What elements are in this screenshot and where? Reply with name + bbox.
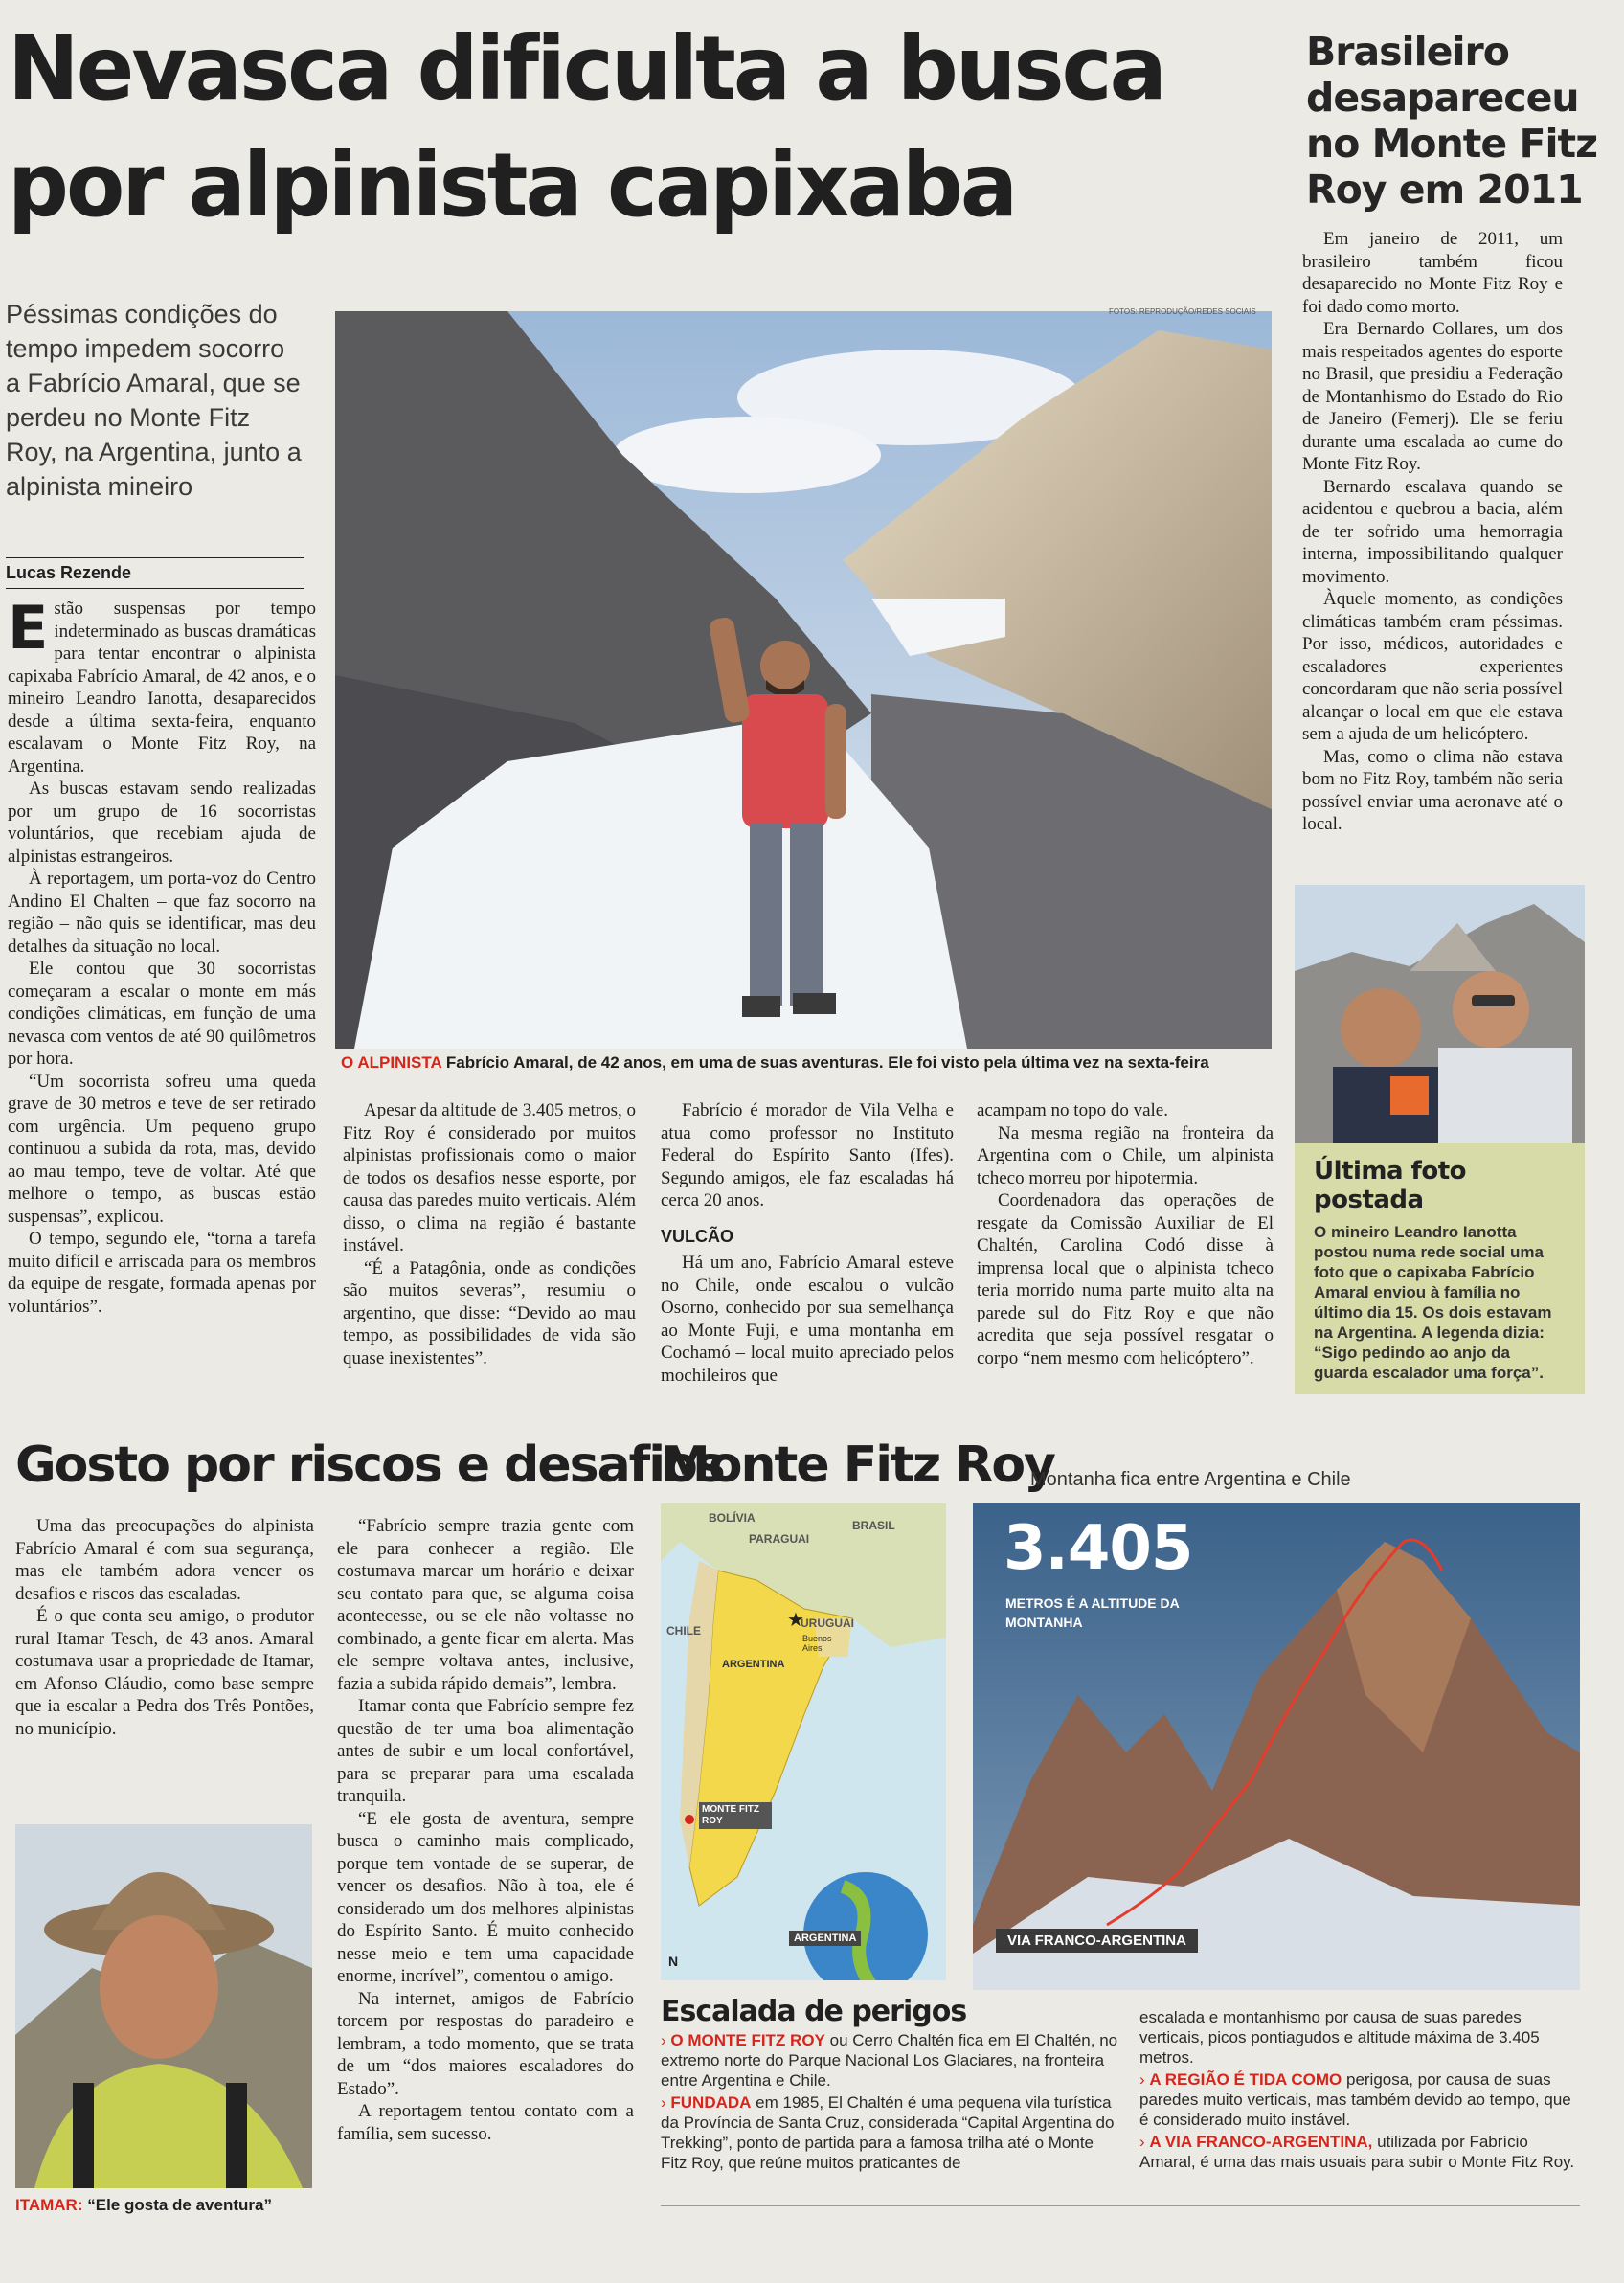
bullet-4-label: A VIA FRANCO-ARGENTINA, <box>1149 2133 1373 2151</box>
main-column-1 <box>8 593 316 1318</box>
map-label-buenos-aires: Buenos Aires <box>802 1634 832 1653</box>
map-label-brasil: BRASIL <box>852 1519 895 1532</box>
sidebar-p0: Em janeiro de 2011, um brasileiro também ficou desaparecido no Monte Fitz Roy e foi dado como morto. <box>1302 229 1563 317</box>
bullet-2-label: FUNDADA <box>670 2093 752 2112</box>
gosto-col2-p3: Na internet, amigos de Fabrício torcem por respostas do paradeiro e lembram, a todo momento, que se trata de um “dos maiores escaladores do Estado”. <box>337 1988 634 2099</box>
sidebar-p3: Àquele momento, as condições climáticas também eram péssimas. Por isso, médicos, autoridades e escaladores experientes concordaram que não seria possível alcançar o local em que ele estava sem a ajuda de um helicóptero. <box>1302 589 1563 744</box>
byline-rule-top <box>6 557 304 558</box>
sidebar-headline-line2: desapareceu <box>1306 75 1579 121</box>
main-photo-caption <box>341 1053 1289 1073</box>
climber-photo-illustration <box>335 311 1272 1049</box>
byline-rule-bottom <box>6 588 304 589</box>
fitzroy-photo <box>973 1503 1580 1990</box>
main-column-3 <box>661 1099 954 1387</box>
gosto-col2-p2: “E ele gosta de aventura, sempre busca o caminho mais complicado, porque tem vontade de se superar, de vencer os desafios. Não à toa, ele é considerado um dos melhores alpinistas do Espírito Santo. É muito conhecido nesse meio e tem uma capacidade enorme, incrível”, comentou o amigo. <box>337 1808 634 1986</box>
bullet-3: › A REGIÃO É TIDA COMO perigosa, por causa de suas paredes muito verticais, mas também devido ao tempo, que é considerado muito instável. <box>1139 2070 1571 2129</box>
altitude-caption: METROS É A ALTITUDE DA MONTANHA <box>1005 1595 1180 1630</box>
gosto-col1-p1: É o que conta seu amigo, o produtor rural Itamar Tesch, de 43 anos. Amaral costumava usar a propriedade de Itamar, em Afonso Cláudio, como base sempre que ia escalar a Pedra dos Três Pontões, no município. <box>15 1606 314 1739</box>
col4-p2: Coordenadora das operações de resgate da Comissão Auxiliar de El Chaltén, Carolina Codó disse à imprensa local que o alpinista tcheco teria morrido numa parte muito alta na parede sul do Fitz Roy e que não acredita que seja possível resgatar o corpo “nem mesmo com helicóptero”. <box>977 1190 1274 1368</box>
escalada-col-1 <box>661 2030 1118 2175</box>
col2-p0: Apesar da altitude de 3.405 metros, o Fitz Roy é considerado por muitos alpinistas profissionais como o maior de todos os desafios nesse esporte, por causa das paredes muito verticais. Além disso, o clima na região é bastante instável. <box>343 1100 636 1255</box>
bottom-rule <box>661 2205 1580 2206</box>
last-photo-title: Última foto postada <box>1314 1157 1467 1214</box>
svg-text:★: ★ <box>787 1608 804 1631</box>
selfie-illustration <box>1295 885 1585 1143</box>
sidebar-p2: Bernardo escalava quando se acidentou e quebrou a bacia, além de ter sofrido uma hemorragia interna, impossibilitando qualquer movimento. <box>1302 476 1563 587</box>
map-label-chile: CHILE <box>666 1624 701 1638</box>
main-column-4 <box>977 1099 1274 1369</box>
main-headline-line2: por alpinista capixaba <box>8 134 1016 237</box>
bullet-2: › FUNDADA em 1985, El Chaltén é uma pequena vila turística da Província de Santa Cruz, considerada “Capital Argentina do Trekking”, ponto de partida para a famosa trilha até o Monte Fitz Roy, que reúne muitos praticantes de <box>661 2093 1115 2172</box>
itamar-caption-label: ITAMAR: <box>15 2196 83 2214</box>
col4-p1: Na mesma região na fronteira da Argentina com o Chile, um alpinista tcheco morreu por hipotermia. <box>977 1122 1274 1188</box>
bullet-4: › A VIA FRANCO-ARGENTINA, utilizada por Fabrício Amaral, é uma das mais usuais para subir o Monte Fitz Roy. <box>1139 2133 1575 2171</box>
map-label-argentina: ARGENTINA <box>722 1659 785 1670</box>
sidebar-headline-line3: no Monte Fitz <box>1306 121 1597 167</box>
gosto-headline: Gosto por riscos e desafios <box>15 1436 724 1494</box>
fitzroy-map <box>661 1503 946 1980</box>
drop-cap: E <box>8 593 49 663</box>
bullet-1-label: O MONTE FITZ ROY <box>670 2031 825 2049</box>
map-north-arrow: N <box>668 1954 679 1969</box>
escalada-col-2 <box>1139 2007 1580 2174</box>
gosto-col2-p1: Itamar conta que Fabrício sempre fez questão de ter uma boa alimentação antes de subir e um local confortável, para se preparar para uma escalada tranquila. <box>337 1696 634 1806</box>
col1-p1: As buscas estavam sendo realizadas por um grupo de 16 socorristas voluntários, que recebiam ajuda de alpinistas estrangeiros. <box>8 779 316 867</box>
bullet-1: › O MONTE FITZ ROY ou Cerro Chaltén fica em El Chaltén, no extremo norte do Parque Nacional Los Glaciares, na fronteira entre Argentina e Chile. <box>661 2031 1118 2090</box>
bullet-4-text: utilizada por Fabrício Amaral, é uma das mais usuais para subir o Monte Fitz Roy. <box>1139 2133 1575 2171</box>
col2-p1: “É a Patagônia, onde as condições são muitos severas”, resumiu o argentino, que disse: “Devido ao mau tempo, as possibilidades de vida são quase inexistentes”. <box>343 1257 636 1368</box>
south-america-map <box>661 1503 946 1980</box>
col3-subhead: VULCÃO <box>661 1226 733 1246</box>
sidebar-body <box>1302 228 1563 836</box>
escalada-title: Escalada de perigos <box>661 1995 967 2028</box>
itamar-illustration <box>15 1824 312 2188</box>
col4-p0: acampam no topo do vale. <box>977 1100 1168 1120</box>
bullet-1-text: ou Cerro Chaltén fica em El Chaltén, no extremo norte do Parque Nacional Los Glaciares, na fronteira entre Argentina e Chile. <box>661 2031 1118 2090</box>
sidebar-headline-line1: Brasileiro <box>1306 29 1509 75</box>
col1-p3: Ele contou que 30 socorristas começaram a escalar o monte em más condições climáticas, em função de uma nevasca com ventos de até 90 quilômetros por hora. <box>8 959 316 1069</box>
gosto-column-2 <box>337 1515 634 2145</box>
gosto-col2-p4: A reportagem tentou contato com a família, sem sucesso. <box>337 2101 634 2144</box>
col1-p4: “Um socorrista sofreu uma queda grave de 30 metros e teve de ser retirado com urgência. Um pequeno grupo continuou a subida da rota, mas, devido ao mau tempo, teve de voltar. Até que melhore o tempo, as buscas estão suspensas”, explicou. <box>8 1071 316 1227</box>
sidebar-p4: Mas, como o clima não estava bom no Fitz Roy, também não seria possível enviar uma aeronave até o local. <box>1302 746 1563 834</box>
fitzroy-subhead: Montanha fica entre Argentina e Chile <box>1030 1469 1351 1490</box>
map-label-uruguai: URUGUAI <box>801 1616 854 1630</box>
byline: Lucas Rezende <box>6 563 132 582</box>
gosto-col1-p0: Uma das preocupações do alpinista Fabrício Amaral é com sua segurança, mas ele também adora vencer os desafios e riscos das escaladas. <box>15 1516 314 1604</box>
col1-p5: O tempo, segundo ele, “torna a tarefa muito difícil e arriscada para os membros da equipe de resgate, formada apenas por voluntários”. <box>8 1229 316 1317</box>
bullet-2-text: em 1985, El Chaltén é uma pequena vila turística da Província de Santa Cruz, considerada “Capital Argentina do Trekking”, ponto de partida para a famosa trilha até o Monte Fitz Roy, que reúne muitos praticantes de <box>661 2093 1115 2172</box>
bullet-3-label: A REGIÃO É TIDA COMO <box>1149 2070 1342 2089</box>
altitude-number: 3.405 <box>1004 1513 1193 1584</box>
caption-label: O ALPINISTA <box>341 1053 442 1072</box>
col1-p0: stão suspensas por tempo indeterminado as buscas dramáticas para tentar encontrar o alpinista capixaba Fabrício Amaral, de 42 anos, e o mineiro Leandro Ianotta, desaparecidos desde a última sexta-feira, enquanto escalavam o Monte Fitz Roy, na Argentina. <box>8 599 316 777</box>
bullet-3-text: perigosa, por causa de suas paredes muito verticais, mas também devido ao tempo, que é considerado muito instável. <box>1139 2070 1571 2129</box>
sidebar-p1: Era Bernardo Collares, um dos mais respeitados agentes do esporte no Brasil, que presidiu a Federação de Montanhismo do Estado do Rio de Janeiro (Femerj). Ele se feriu durante uma escalada ao cume do Monte Fitz Roy. <box>1302 319 1563 474</box>
last-photo-text: O mineiro Leandro Ianotta postou numa rede social uma foto que o capixaba Fabrício Amaral enviou à família no último dia 15. Os dois estavam na Argentina. A legenda dizia: “Sigo pedindo ao anjo da guarda escalador uma força”. <box>1314 1223 1552 1382</box>
gosto-col2-p0: “Fabrício sempre trazia gente com ele para conhecer a região. Ele costumava marcar um horário e deixar seu contato para que, se alguma coisa acontecesse, ou se ele não voltasse no combinado, a gente ficar em alerta. Mas ele sempre voltava antes, inclusive, fazia a subida rápido demais”, lembra. <box>337 1516 634 1694</box>
itamar-photo <box>15 1824 312 2188</box>
itamar-caption-text: “Ele gosta de aventura” <box>87 2196 272 2214</box>
sidebar-headline-line4: Roy em 2011 <box>1306 167 1583 213</box>
col3-p1: Há um ano, Fabrício Amaral esteve no Chile, onde escalou o vulcão Osorno, conhecido por sua semelhança ao Monte Fuji, e uma montanha em Cochamó – local muito apreciado pelos mochileiros que <box>661 1253 954 1386</box>
col3-p0: Fabrício é morador de Vila Velha e atua como professor no Instituto Federal do Espírito Santo (Ifes). Segundo amigos, ele faz escaladas há cerca 20 anos. <box>661 1100 954 1210</box>
main-headline-line1: Nevasca dificulta a busca <box>8 17 1164 120</box>
selfie-photo <box>1295 885 1585 1143</box>
route-label: VIA FRANCO-ARGENTINA <box>996 1929 1198 1953</box>
last-photo-box <box>1295 1143 1585 1394</box>
sidebar-headline <box>1306 29 1613 213</box>
main-photo <box>335 311 1272 1049</box>
deck <box>6 297 303 504</box>
photo-credit: FOTOS: REPRODUÇÃO/REDES SOCIAIS <box>1109 307 1256 316</box>
col1-p2: À reportagem, um porta-voz do Centro Andino El Chalten – que faz socorro na região – não quis se identificar, mas deu detalhes da situação no local. <box>8 869 316 957</box>
gosto-column-1 <box>15 1515 314 1740</box>
deck-text: Péssimas condições do tempo impedem socorro a Fabrício Amaral, que se perdeu no Monte Fitz Roy, na Argentina, junto a alpinista mineiro <box>6 300 302 501</box>
map-label-monte: MONTE FITZ ROY <box>699 1802 772 1829</box>
map-label-paraguai: PARAGUAI <box>749 1532 810 1546</box>
bullet-2-cont: escalada e montanhismo por causa de suas paredes verticais, picos pontiagudos e altitude máxima de 3.405 metros. <box>1139 2008 1540 2067</box>
itamar-caption <box>15 2196 314 2215</box>
caption-text: Fabrício Amaral, de 42 anos, em uma de suas aventuras. Ele foi visto pela última vez na sexta-feira <box>445 1053 1209 1072</box>
map-globe-label: ARGENTINA <box>789 1931 861 1946</box>
map-label-bolivia: BOLÍVIA <box>709 1511 756 1525</box>
fitzroy-headline: Monte Fitz Roy <box>661 1436 1054 1494</box>
main-column-2 <box>343 1099 636 1369</box>
